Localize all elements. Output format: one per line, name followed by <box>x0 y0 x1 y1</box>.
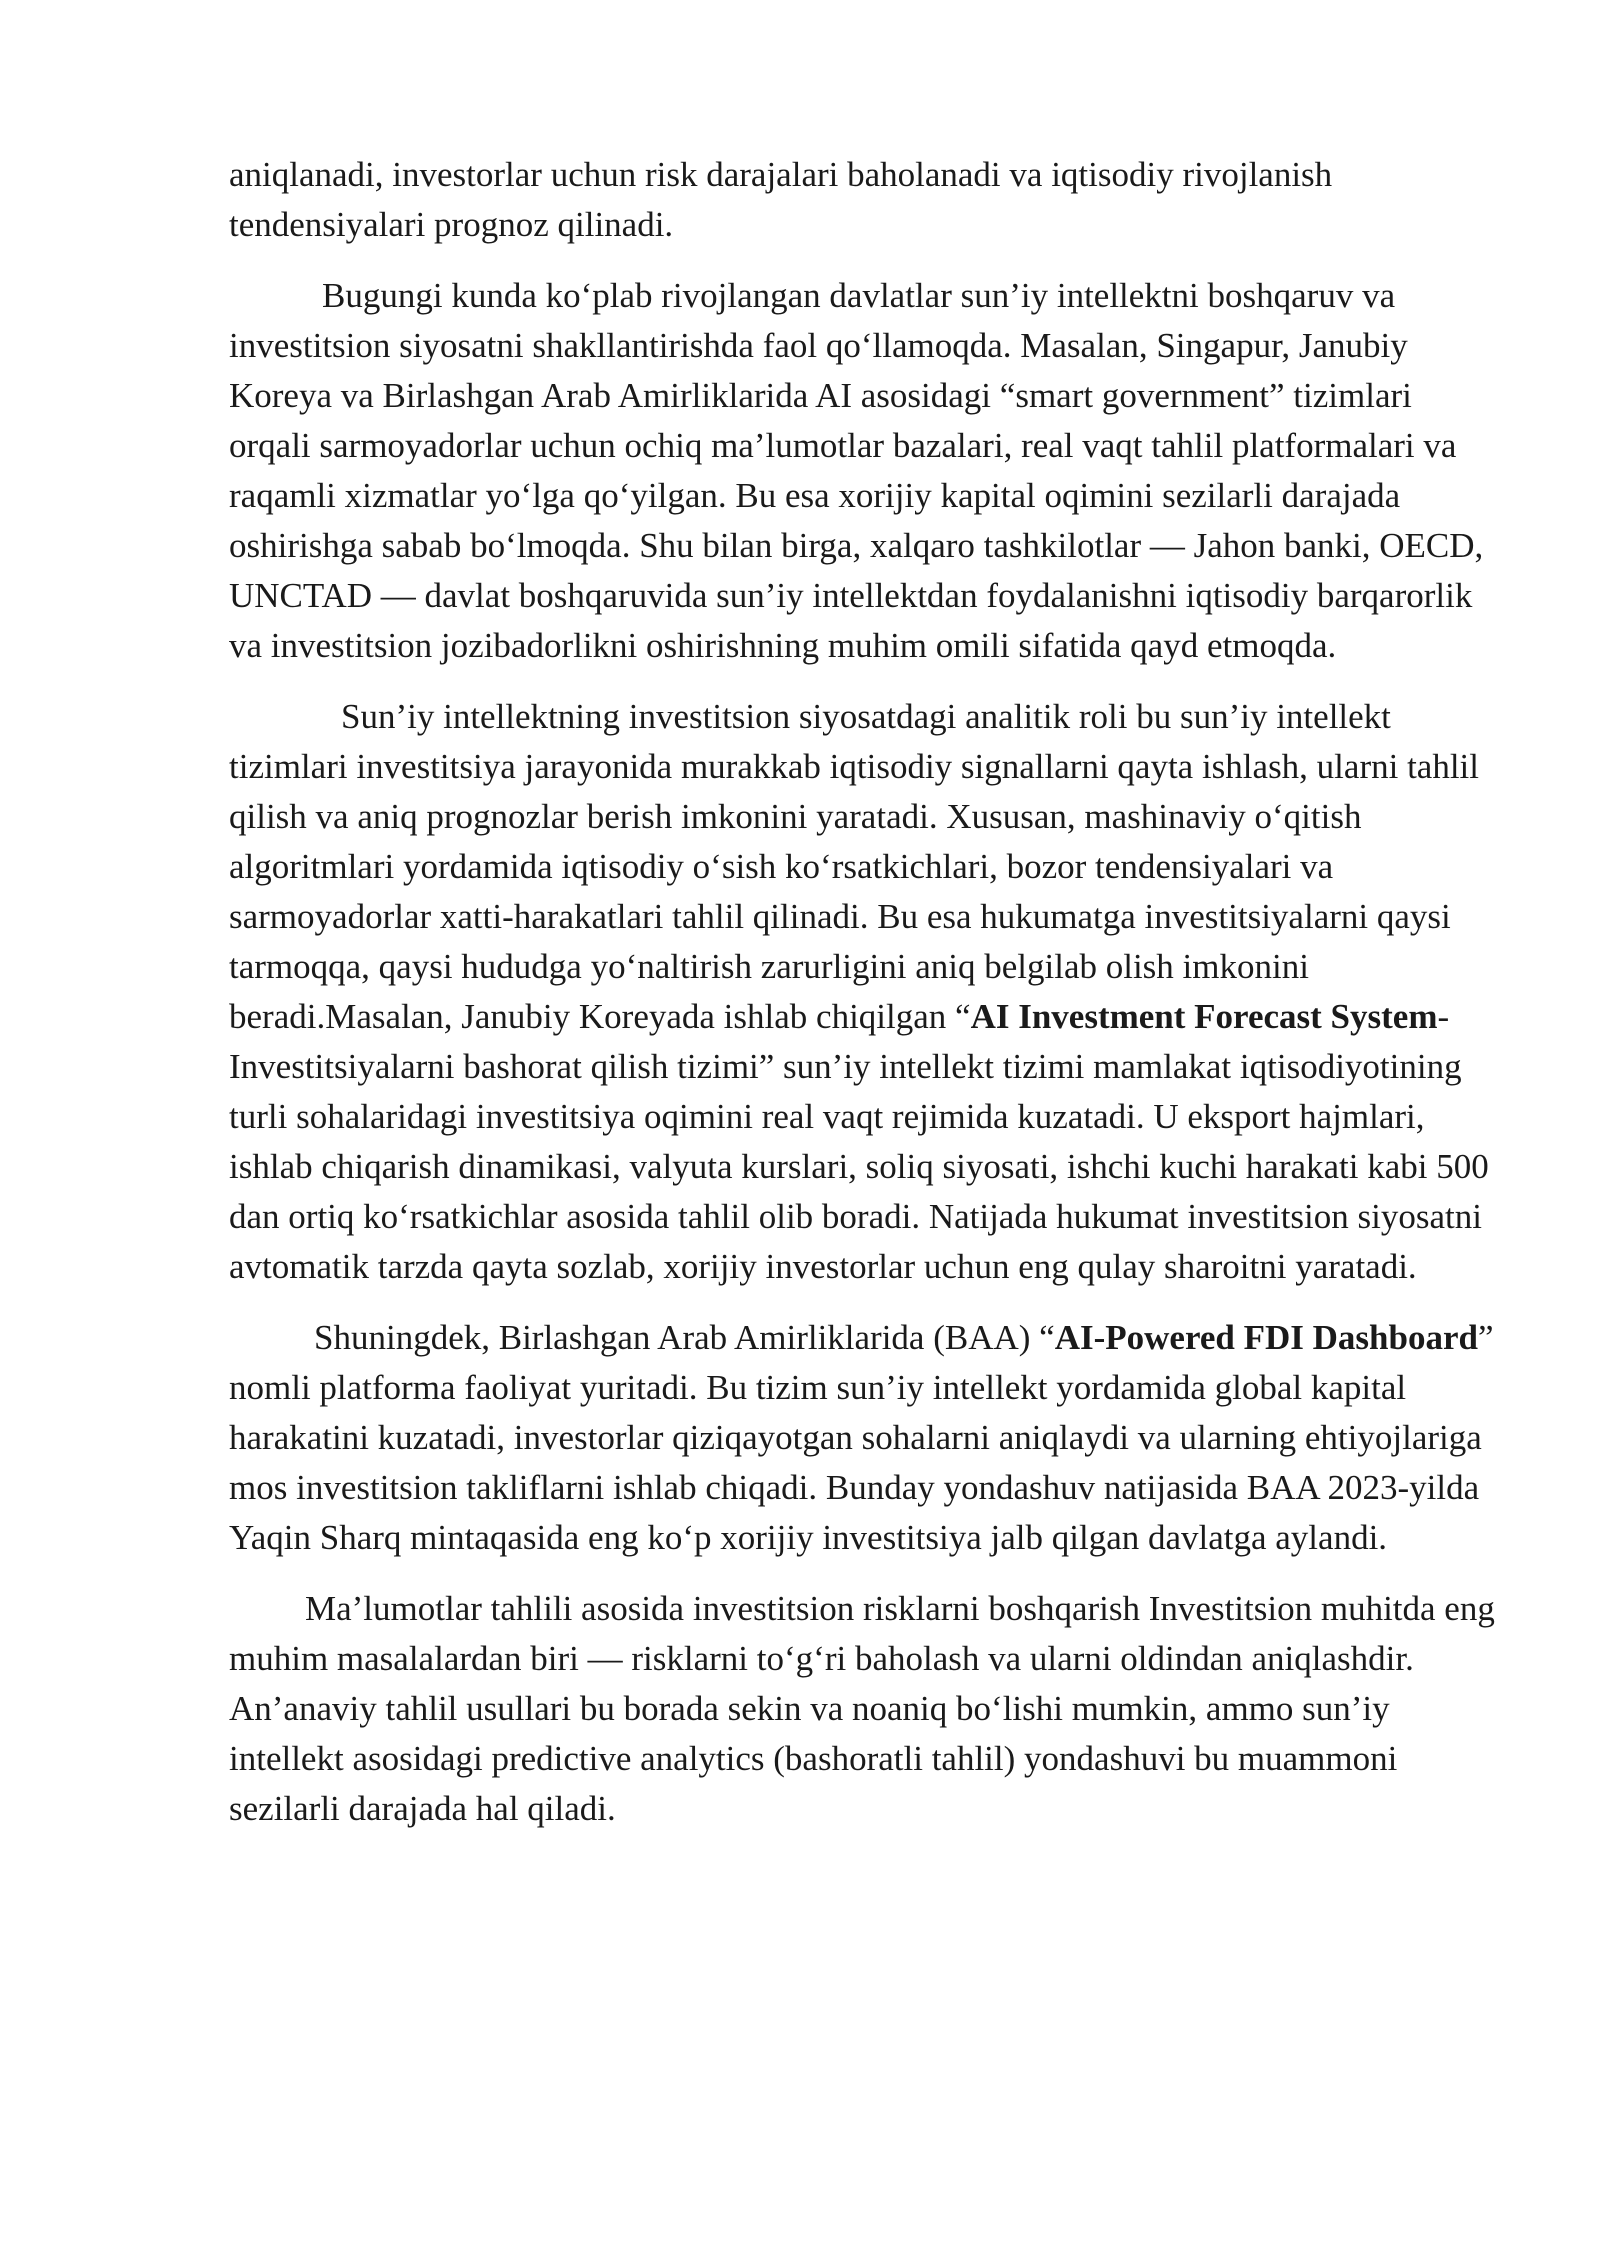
paragraph-text: Ma’lumotlar tahlili asosida investitsion risklarni boshqarish Investitsion muhitda eng muhim masalalardan biri — risklarni to‘g‘ri baholash va ularni oldindan aniqlashdir. An’anaviy tahlil usullari bu borada sekin va noaniq bo‘lishi mumkin, ammo sun’iy intellekt asosidagi predictive analytics (bashoratli tahlil) yondashuvi bu muammoni sezilarli darajada hal qiladi. <box>229 1589 1495 1828</box>
bold-term-ai-investment-forecast-system: AI Investment Forecast System <box>970 997 1438 1036</box>
paragraph-uae-dashboard <box>229 1313 1499 1563</box>
paragraph-continuation <box>229 150 1499 250</box>
paragraph-text: aniqlanadi, investorlar uchun risk darajalari baholanadi va iqtisodiy rivojlanish tendensiyalari prognoz qilinadi. <box>229 155 1333 244</box>
paragraph-risk-management <box>229 1584 1499 1834</box>
paragraph-text-part1: Sun’iy intellektning investitsion siyosatdagi analitik roli bu sun’iy intellekt tizimlari investitsiya jarayonida murakkab iqtisodiy signallarni qayta ishlash, ularni tahlil qilish va aniq prognozlar berish imkonini yaratadi. Xususan, mashinaviy o‘qitish algoritmlari yordamida iqtisodiy o‘sish ko‘rsatkichlari, bozor tendensiyalari va sarmoyadorlar xatti-harakatlari tahlil qilinadi. Bu esa hukumatga investitsiyalarni qaysi tarmoqqa, qaysi hududga yo‘naltirish zarurligini aniq belgilab olish imkonini beradi.Masalan, Janubiy Koreyada ishlab chiqilgan “ <box>229 697 1480 1036</box>
paragraph-analytic-role <box>229 692 1499 1292</box>
paragraph-text-part1: Shuningdek, Birlashgan Arab Amirliklarida (BAA) “ <box>314 1318 1055 1357</box>
document-page <box>229 150 1499 1855</box>
paragraph-smart-government <box>229 271 1499 671</box>
paragraph-text-part2: ” nomli platforma faoliyat yuritadi. Bu tizim sun’iy intellekt yordamida global kapital harakatini kuzatadi, investorlar qiziqayotgan sohalarni aniqlaydi va ularning ehtiyojlariga mos investitsion takliflarni ishlab chiqadi. Bunday yondashuv natijasida BAA 2023-yilda Yaqin Sharq mintaqasida eng ko‘p xorijiy investitsiya jalb qilgan davlatga aylandi. <box>229 1318 1494 1557</box>
paragraph-text: Bugungi kunda ko‘plab rivojlangan davlatlar sun’iy intellektni boshqaruv va investitsion siyosatni shakllantirishda faol qo‘llamoqda. Masalan, Singapur, Janubiy Koreya va Birlashgan Arab Amirliklarida AI asosidagi “smart government” tizimlari orqali sarmoyadorlar uchun ochiq ma’lumotlar bazalari, real vaqt tahlil platformalari va raqamli xizmatlar yo‘lga qo‘yilgan. Bu esa xorijiy kapital oqimini sezilarli darajada oshirishga sabab bo‘lmoqda. Shu bilan birga, xalqaro tashkilotlar — Jahon banki, OECD, UNCTAD — davlat boshqaruvida sun’iy intellektdan foydalanishni iqtisodiy barqarorlik va investitsion jozibadorlikni oshirishning muhim omili sifatida qayd etmoqda. <box>229 276 1484 665</box>
paragraph-text-part2: -Investitsiyalarni bashorat qilish tizimi” sun’iy intellekt tizimi mamlakat iqtisodiyotining turli sohalaridagi investitsiya oqimini real vaqt rejimida kuzatadi. U eksport hajmlari, ishlab chiqarish dinamikasi, valyuta kurslari, soliq siyosati, ishchi kuchi harakati kabi 500 dan ortiq ko‘rsatkichlar asosida tahlil olib boradi. Natijada hukumat investitsion siyosatni avtomatik tarzda qayta sozlab, xorijiy investorlar uchun eng qulay sharoitni yaratadi. <box>229 997 1489 1286</box>
bold-term-ai-powered-fdi-dashboard: AI-Powered FDI Dashboard <box>1054 1318 1478 1357</box>
